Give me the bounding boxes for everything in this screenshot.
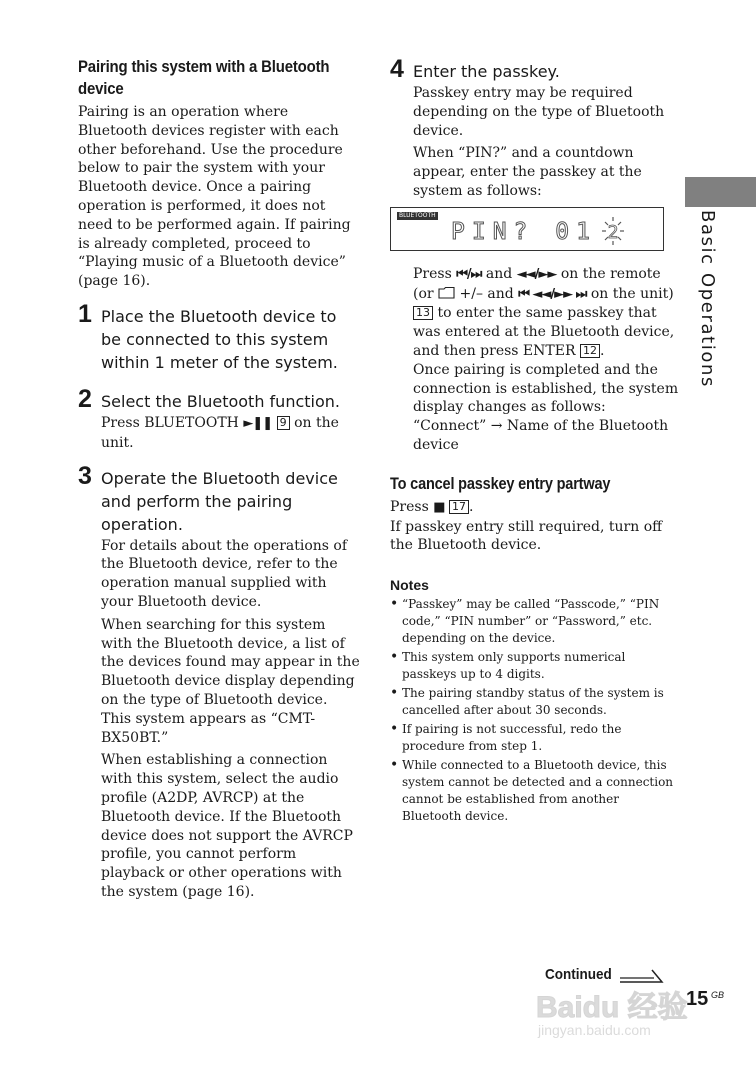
callout-number: 12 xyxy=(580,344,600,358)
list-item: • The pairing standby status of the system is cancelled after about 30 seconds. xyxy=(390,685,680,719)
watermark-logo: Baidu 经验 xyxy=(536,991,688,1024)
list-item: • This system only supports numerical passkeys up to 4 digits. xyxy=(390,649,680,683)
continued-arrow-icon xyxy=(618,964,666,984)
side-tab xyxy=(685,177,756,207)
side-tab-label: Basic Operations xyxy=(697,210,718,388)
plus-minus-text: +/– and xyxy=(459,285,514,302)
step-1 xyxy=(78,299,360,374)
step-4-paragraph-2: When “PIN?” and a countdown appear, enter the passkey at the system as follows: xyxy=(413,145,642,199)
period: . xyxy=(468,498,474,515)
step-number: 3 xyxy=(78,461,92,490)
step-3-paragraph-2: When searching for this system with the Bluetooth device, a list of the devices found may appear in the Bluetooth device display depending on the type of Bluetooth device. This system appears as “CMT-BX50BT.” xyxy=(101,616,360,746)
cancel-title: To cancel passkey entry partway xyxy=(390,474,611,493)
cancel-text: If passkey entry still required, turn off the Bluetooth device. xyxy=(390,518,663,554)
watermark-url: jingyan.baidu.com xyxy=(538,1022,651,1038)
notes-list xyxy=(390,596,680,825)
step-number: 4 xyxy=(390,55,404,83)
notes-title: Notes xyxy=(390,577,429,594)
step-title: Operate the Bluetooth device and perform the pairing operation. xyxy=(101,468,338,534)
folder-icon xyxy=(438,286,455,299)
step-title: Select the Bluetooth function. xyxy=(101,391,340,411)
step-2 xyxy=(78,384,360,453)
callout-number: 9 xyxy=(277,416,290,430)
prev-next-icon: ⏮/⏭ xyxy=(456,266,482,282)
callout-number: 17 xyxy=(449,500,469,514)
callout-number: 13 xyxy=(413,306,433,320)
rewind-forward-icon: ◄◄/►► xyxy=(516,266,557,282)
display-panel xyxy=(390,207,664,251)
unit-text: on the unit) xyxy=(590,285,674,302)
step-4 xyxy=(390,55,680,201)
and-text: and xyxy=(485,265,513,282)
step-title: Enter the passkey. xyxy=(413,62,560,81)
step-4-paragraph-4: Once pairing is completed and the connection is established, the system display changes as follows: xyxy=(413,361,679,416)
stop-icon: ■ xyxy=(433,499,445,515)
continued-label: Continued xyxy=(545,966,612,983)
connect-text: “Connect” xyxy=(413,418,487,435)
bluetooth-indicator: BLUETOOTH xyxy=(399,211,436,219)
blink-burst-icon xyxy=(601,216,625,246)
intro-paragraph: Pairing is an operation where Bluetooth devices register with each other beforehand. Use the procedure below to pair the system with your Bluetooth device. Once a pairing operation is performed, it does not need to be performed again. If pairing is already completed, proceed to “Playing music of a Bluetooth device” (page 16). xyxy=(78,104,351,290)
step-3 xyxy=(78,461,360,902)
step-2-instruction xyxy=(101,414,360,453)
list-item: • If pairing is not successful, redo the procedure from step 1. xyxy=(390,721,680,755)
page-number: 15 xyxy=(686,988,709,1010)
device-name-text: Name of the Bluetooth device xyxy=(413,418,669,453)
blinking-digit xyxy=(601,216,625,250)
instruction-text: Press BLUETOOTH xyxy=(101,414,239,431)
cancel-instruction xyxy=(390,498,680,555)
blink-digit-text: 2 xyxy=(607,221,619,243)
unit-buttons-icon: ⏮ ◄◄/►► ⏭ xyxy=(518,286,587,302)
play-pause-icon: ►❚❚ xyxy=(243,415,273,431)
step-4-paragraph-1: Passkey entry may be required depending on the type of Bluetooth device. xyxy=(413,85,665,139)
instruction-text: on the unit. xyxy=(101,414,339,451)
step-3-paragraph-1: For details about the operations of the Bluetooth device, refer to the operation manual supplied with your Bluetooth device. xyxy=(101,537,348,610)
left-column xyxy=(78,56,360,906)
right-column xyxy=(390,55,680,827)
step-3-paragraph-3: When establishing a connection with this system, select the audio profile (A2DP, AVRCP) at the Bluetooth device. If the Bluetooth device does not support the AVRCP profile, you cannot perform playback or other operations with the system (page 16). xyxy=(101,752,353,900)
period: . xyxy=(599,342,605,359)
watermark xyxy=(536,982,716,1044)
list-item: • While connected to a Bluetooth device, this system cannot be detected and a connection cannot be established from another Bluetooth device. xyxy=(390,757,680,825)
step-title: Place the Bluetooth device to be connected to this system within 1 meter of the system. xyxy=(101,306,338,372)
section-title: Pairing this system with a Bluetooth device xyxy=(78,57,330,98)
display-text: PIN? 01 xyxy=(451,218,597,245)
list-item: • “Passkey” may be called “Passcode,” “PIN code,” “PIN number” or “Password,” etc. depending on the device. xyxy=(390,596,680,647)
enter-text: to enter the same passkey that was entered at the Bluetooth device, and then press ENTER xyxy=(413,305,675,359)
step-number: 2 xyxy=(78,384,92,413)
press-text: Press xyxy=(390,498,429,515)
step-4-paragraph-3 xyxy=(413,265,680,455)
arrow-right-icon: → xyxy=(490,418,503,435)
step-number: 1 xyxy=(78,299,92,328)
step-4-continued xyxy=(390,265,680,455)
press-text: Press xyxy=(413,265,452,282)
page-suffix: GB xyxy=(711,990,725,1000)
remote-text: on the remote (or xyxy=(413,265,661,302)
